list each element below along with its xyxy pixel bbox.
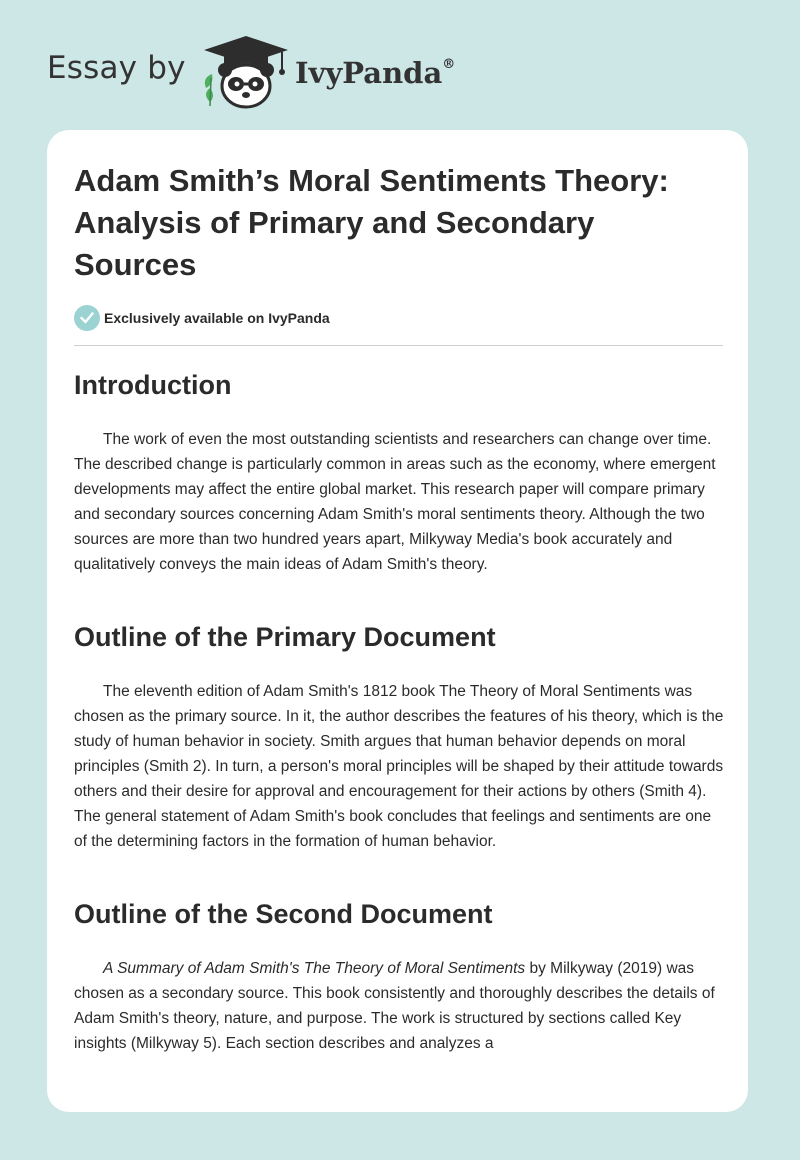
section-text-second-document	[74, 956, 724, 1056]
section-heading-introduction: Introduction	[74, 370, 232, 400]
section-text-primary-document: The eleventh edition of Adam Smith's 1812 book The Theory of Moral Sentiments was chosen as the primary source. In it, the author describes the features of his theory, which is the study of human behavior in society. Smith argues that human behavior depends on moral principles (Smith 2). In turn, a person's moral principles will be shaped by their attitude towards others and their desire for approval and encouragement for their actions by others (Smith 4). The general statement of Adam Smith's book concludes that feelings and sentiments are one of the determining factors in the formation of human behavior.	[74, 683, 724, 850]
secondary-source-text: by Milkyway (2019) was chosen as a secondary source. This book consistently and thoroughly describes the details of Adam Smith's theory, nature, and purpose. The work is structured by sections called Key insights (Milkyway 5). Each section describes and analyzes a	[74, 960, 715, 1052]
badge-label: Exclusively available on IvyPanda	[104, 310, 330, 326]
registered-mark: ®	[442, 57, 456, 73]
check-icon	[74, 305, 100, 331]
section-text-introduction: The work of even the most outstanding scientists and researchers can change over time. The described change is particularly common in areas such as the economy, where emergent developments may affect the entire global market. This research paper will compare primary and secondary sources concerning Adam Smith's moral sentiments theory. Although the two sources are more than two hundred years apart, Milkyway Media's book accurately and qualitatively conveys the main ideas of Adam Smith's theory.	[74, 431, 716, 573]
divider	[74, 345, 723, 346]
essay-by-label: Essay by	[47, 50, 186, 86]
brand-text: IvyPanda	[295, 56, 443, 90]
article-title: Adam Smith’s Moral Sentiments Theory: Analysis of Primary and Secondary Sources	[74, 163, 669, 282]
section-heading-primary-document: Outline of the Primary Document	[74, 622, 496, 652]
brand-name[interactable]	[295, 56, 455, 90]
panda-graduate-logo-icon[interactable]	[200, 34, 292, 110]
secondary-source-title: A Summary of Adam Smith's The Theory of Moral Sentiments	[103, 960, 526, 977]
exclusive-badge	[74, 305, 330, 331]
article-card	[47, 130, 748, 1112]
section-heading-second-document: Outline of the Second Document	[74, 899, 493, 929]
site-header	[0, 0, 800, 130]
